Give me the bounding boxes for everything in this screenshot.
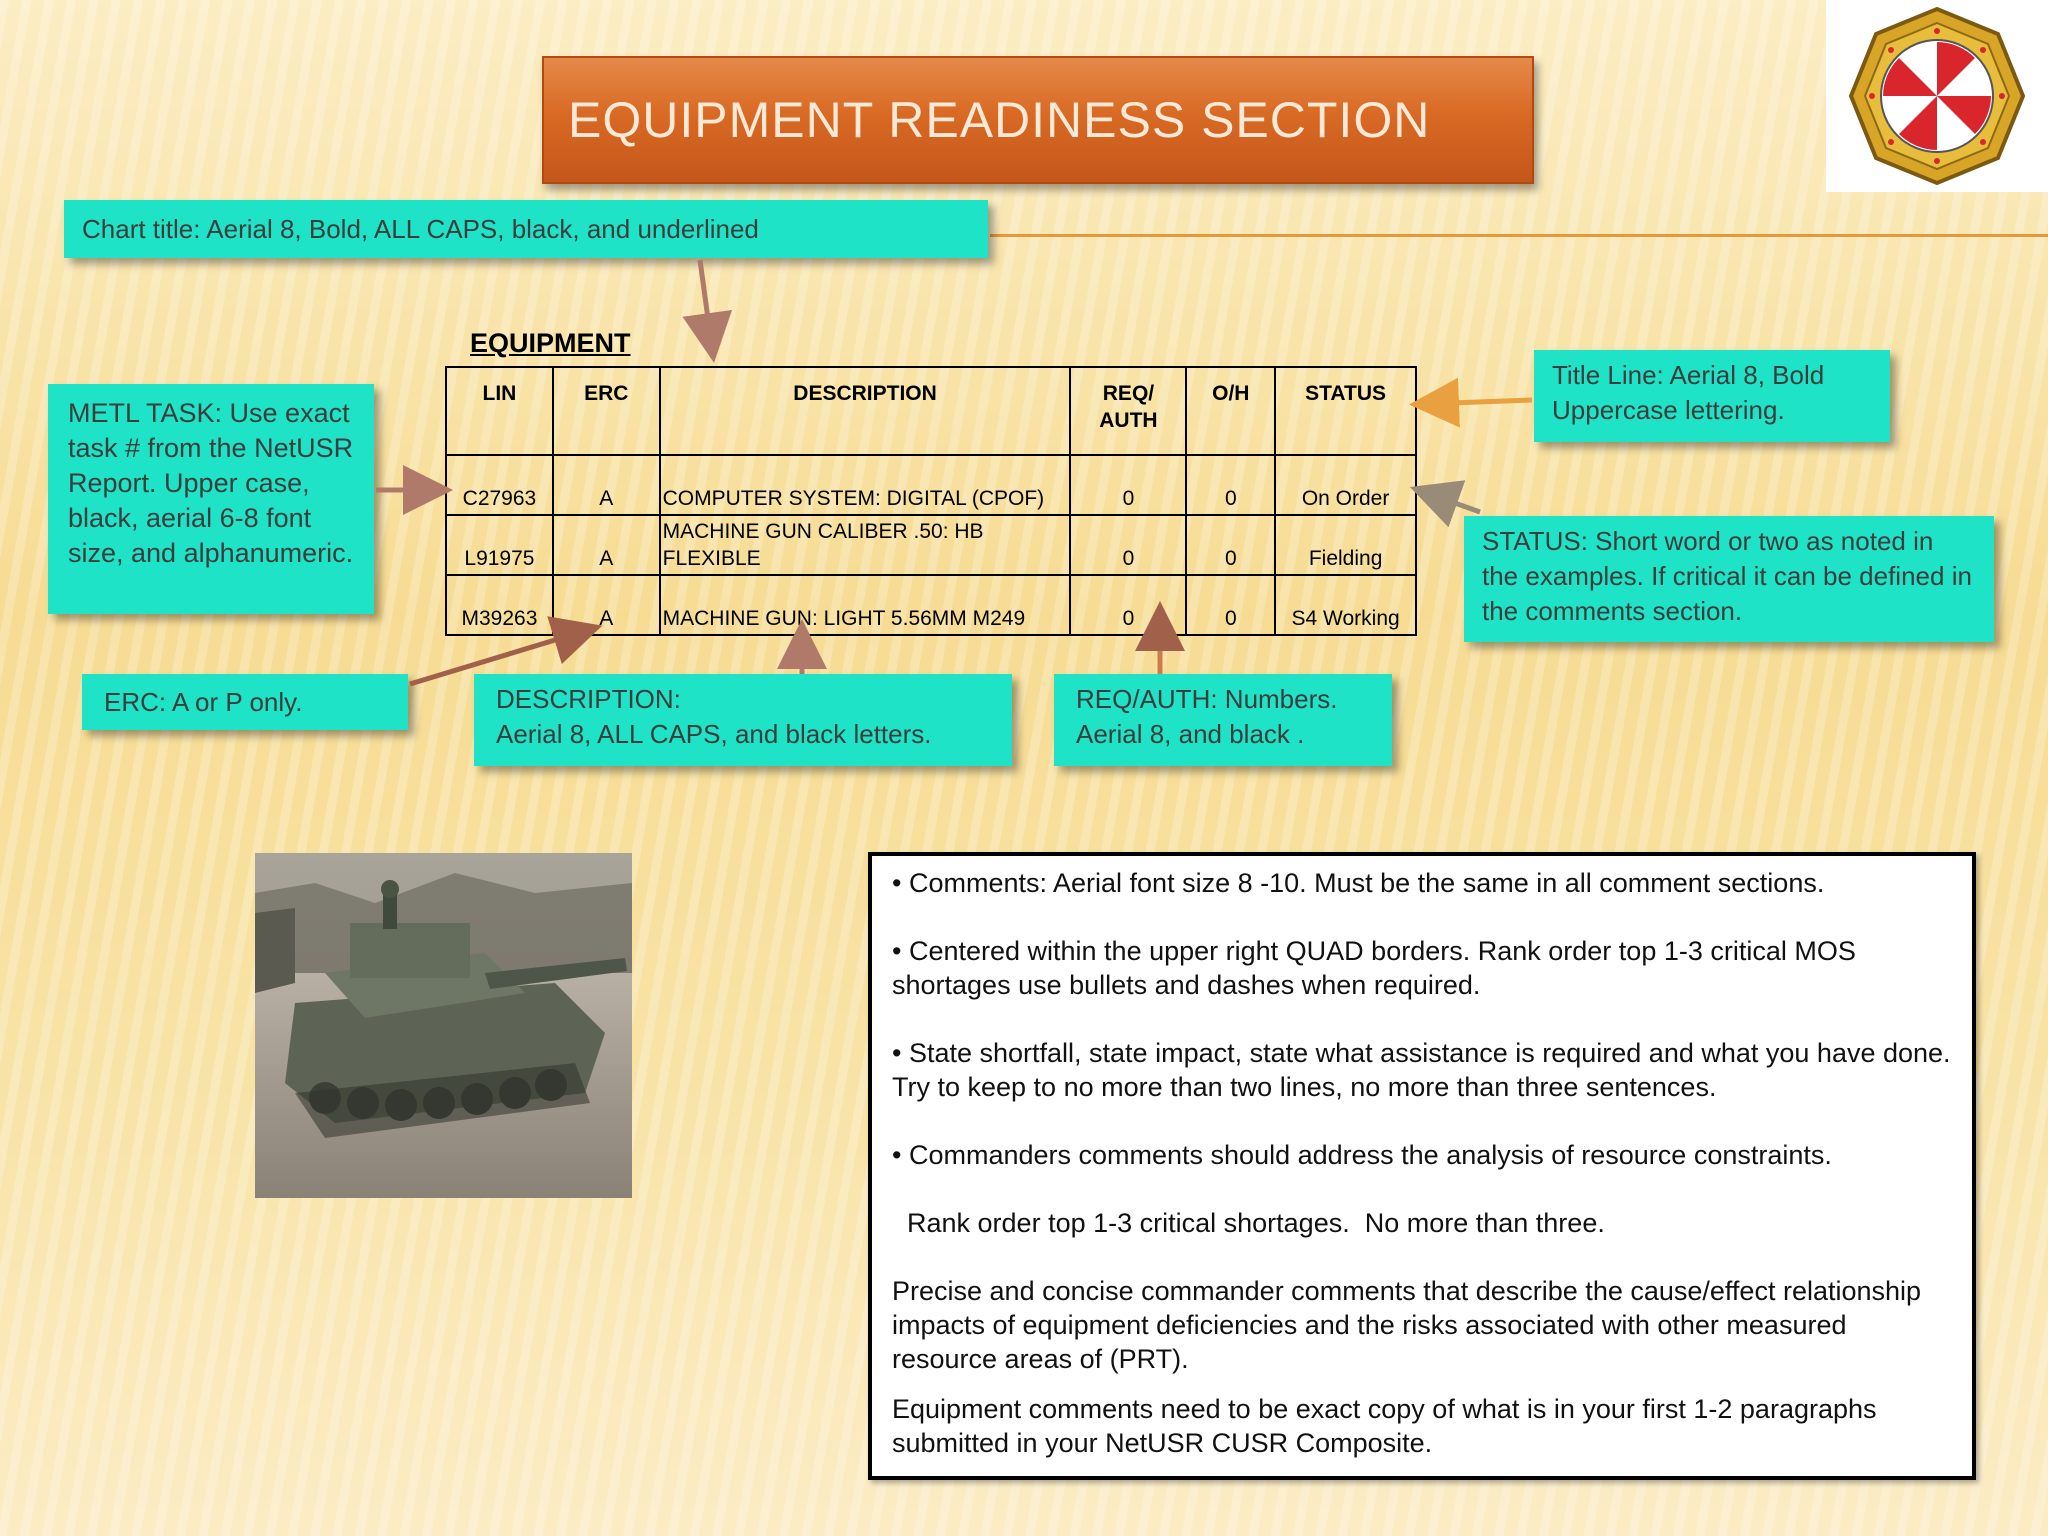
cell-req-auth: 0	[1070, 515, 1186, 575]
cell-req-auth: 0	[1070, 455, 1186, 515]
callout-status-text: STATUS: Short word or two as noted in the examples. If critical it can be defined in the comments section.	[1482, 526, 1972, 626]
arrow-status	[1424, 492, 1480, 512]
callout-erc-text: ERC: A or P only.	[104, 686, 303, 717]
cell-description: MACHINE GUN: LIGHT 5.56MM M249	[660, 575, 1071, 635]
cell-erc: A	[553, 575, 660, 635]
comment-paragraph: Precise and concise commander comments that describe the cause/effect relationship impacts of equipment deficiencies and the risks associated with other measured resource areas of (PRT).	[892, 1276, 1922, 1374]
cell-oh: 0	[1186, 515, 1275, 575]
cell-description: COMPUTER SYSTEM: DIGITAL (CPOF)	[660, 455, 1071, 515]
callout-metl-task-text: METL TASK: Use exact task # from the NetUSR Report. Upper case, black, aerial 6-8 font size, and alphanumeric.	[68, 398, 354, 568]
column-header-oh: O/H	[1186, 367, 1275, 455]
callout-chart-title-text: Chart title: Aerial 8, Bold, ALL CAPS, black, and underlined	[82, 213, 759, 244]
cell-status: S4 Working	[1275, 575, 1416, 635]
column-header-lin: LIN	[446, 367, 553, 455]
column-header-req-auth: REQ/ AUTH	[1070, 367, 1186, 455]
cell-lin: L91975	[446, 515, 553, 575]
arrow-erc	[410, 630, 588, 684]
comment-paragraph: • State shortfall, state impact, state what assistance is required and what you have done. Try to keep to no more than two lines, no more than three sentences.	[892, 1038, 1951, 1102]
cell-lin: M39263	[446, 575, 553, 635]
callout-description-line-1: DESCRIPTION:	[496, 684, 681, 714]
cell-oh: 0	[1186, 455, 1275, 515]
callout-description-line-2: Aerial 8, ALL CAPS, and black letters.	[496, 719, 932, 749]
tank-photo	[255, 853, 632, 1198]
comment-paragraph: • Centered within the upper right QUAD borders. Rank order top 1-3 critical MOS shortages use bullets and dashes when required.	[892, 936, 1856, 1000]
cell-oh: 0	[1186, 575, 1275, 635]
comment-paragraph: • Commanders comments should address the analysis of resource constraints.	[892, 1140, 1832, 1170]
cell-description: MACHINE GUN CALIBER .50: HB FLEXIBLE	[660, 515, 1071, 575]
comment-paragraph: Rank order top 1-3 critical shortages. No more than three.	[892, 1208, 1605, 1238]
slide-title: EQUIPMENT READINESS SECTION	[568, 92, 1431, 148]
column-header-erc: ERC	[553, 367, 660, 455]
callout-title-line-text: Title Line: Aerial 8, Bold Uppercase lettering.	[1552, 360, 1825, 425]
callout-req-auth-line-2: Aerial 8, and black .	[1076, 719, 1305, 749]
arrow-title-line	[1424, 400, 1532, 404]
cell-status: On Order	[1275, 455, 1416, 515]
cell-req-auth: 0	[1070, 575, 1186, 635]
arrow-chart-title	[700, 260, 712, 348]
comments-box	[868, 852, 1976, 1480]
tank-photo-icon	[255, 853, 632, 1198]
column-header-description: DESCRIPTION	[660, 367, 1071, 455]
callout-req-auth-line-1: REQ/AUTH: Numbers.	[1076, 684, 1338, 714]
comment-paragraph: Equipment comments need to be exact copy of what is in your first 1-2 paragraphs submitted in your NetUSR CUSR Composite.	[892, 1394, 1877, 1458]
cell-lin: C27963	[446, 455, 553, 515]
column-header-status: STATUS	[1275, 367, 1416, 455]
comment-paragraph: • Comments: Aerial font size 8 -10. Must be the same in all comment sections.	[892, 868, 1825, 898]
cell-erc: A	[553, 515, 660, 575]
cell-status: Fielding	[1275, 515, 1416, 575]
cell-erc: A	[553, 455, 660, 515]
equipment-heading: EQUIPMENT	[470, 328, 631, 358]
